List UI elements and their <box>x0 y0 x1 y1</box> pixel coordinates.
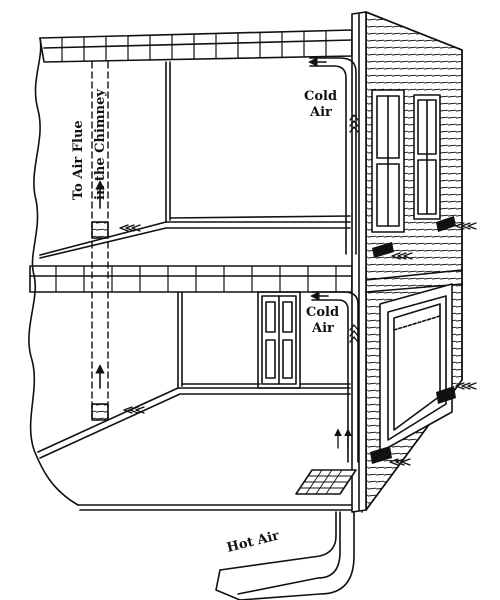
interior-door <box>258 292 300 388</box>
middle-floor-joists <box>30 266 366 293</box>
foundation <box>78 505 362 512</box>
floor-register <box>296 470 356 494</box>
flue-label-line2: in the Chimney <box>93 89 108 200</box>
cold-air-duct-upper <box>310 58 356 254</box>
cold-air-lower-label-1: Cold <box>306 305 340 320</box>
hot-air-label: Hot Air <box>225 528 281 556</box>
cold-air-upper-label-1: Cold <box>304 89 338 104</box>
hot-air-pipe <box>216 512 354 600</box>
flue-label-line1: To Air Flue <box>71 120 86 200</box>
cold-air-lower-label-2: Air <box>312 321 334 336</box>
lower-room <box>38 292 350 458</box>
lower-bay-window <box>380 284 452 452</box>
flue-vents <box>92 222 108 420</box>
upper-window-left <box>372 90 404 232</box>
upper-window-right <box>414 95 440 219</box>
cold-air-upper-label-2: Air <box>310 105 332 120</box>
torn-left-edge <box>29 38 78 505</box>
